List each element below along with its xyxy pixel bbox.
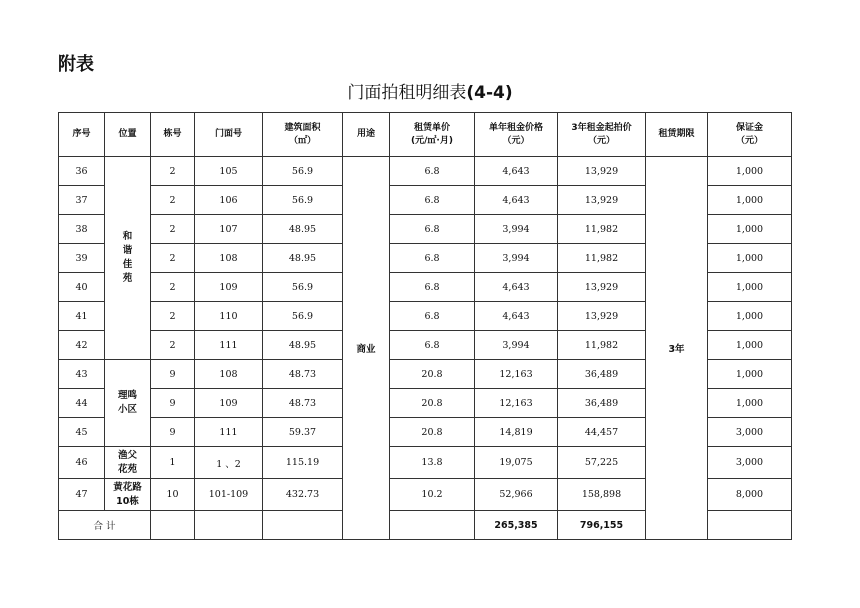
cell-area: 48.73 [263,360,343,389]
cell-no: 42 [59,331,105,360]
cell-start: 13,929 [558,186,646,215]
cell-no: 44 [59,389,105,418]
cell-building: 1 [151,447,195,479]
cell-unit: 1 、2 [195,447,263,479]
cell-area: 56.9 [263,157,343,186]
cell-no: 37 [59,186,105,215]
cell-building: 9 [151,418,195,447]
cell-no: 36 [59,157,105,186]
location-yufu-line: 花苑 [117,463,137,475]
cell-area: 115.19 [263,447,343,479]
header-location: 位置 [105,113,151,157]
header-area [263,113,343,157]
cell-area: 56.9 [263,302,343,331]
location-huanghua-line: 黄花路 [113,481,142,493]
cell-annual: 12,163 [475,360,558,389]
cell-unit: 108 [195,244,263,273]
header-price-line1: 租赁单价 [413,122,450,133]
cell-start: 36,489 [558,389,646,418]
location-hexie-char: 佳 [122,259,133,270]
header-price-line2: (元/㎡·月) [411,135,453,146]
cell-annual: 4,643 [475,157,558,186]
cell-unit: 110 [195,302,263,331]
location-huanghua [105,479,151,511]
cell-area: 48.95 [263,215,343,244]
location-liming-line: 小区 [117,404,137,415]
location-liming [105,360,151,447]
cell-building: 2 [151,331,195,360]
cell-price: 6.8 [390,157,475,186]
cell-price: 6.8 [390,273,475,302]
cell-area: 59.37 [263,418,343,447]
cell-unit: 109 [195,273,263,302]
cell-unit: 101-109 [195,479,263,511]
header-start-line1: 3年租金起拍价 [571,122,632,133]
header-no: 序号 [59,113,105,157]
cell-annual: 14,819 [475,418,558,447]
cell-start: 13,929 [558,273,646,302]
cell-unit: 111 [195,331,263,360]
cell-annual: 4,643 [475,273,558,302]
cell-annual: 4,643 [475,302,558,331]
period-cell: 3年 [646,157,708,540]
cell-start: 158,898 [558,479,646,511]
cell-area: 48.95 [263,244,343,273]
cell-unit: 111 [195,418,263,447]
cell-annual: 52,966 [475,479,558,511]
cell-annual: 3,994 [475,215,558,244]
cell-deposit: 1,000 [708,157,792,186]
header-start-line2: （元） [587,135,615,146]
cell-price: 13.8 [390,447,475,479]
cell-area: 432.73 [263,479,343,511]
location-hexie-char: 谐 [122,245,133,256]
cell-area: 48.73 [263,389,343,418]
cell-deposit: 1,000 [708,360,792,389]
location-hexie [105,157,151,360]
cell-building: 9 [151,360,195,389]
table-title-main: 门面拍租明细表 [347,83,467,103]
header-annual-line2: （元） [502,135,530,146]
cell-annual: 3,994 [475,331,558,360]
total-label: 合 计 [59,511,151,540]
header-period: 租赁期限 [646,113,708,157]
appendix-label: 附表 [58,54,94,75]
header-area-line2: （㎡） [288,135,316,146]
total-empty [708,511,792,540]
total-start: 796,155 [558,511,646,540]
cell-no: 40 [59,273,105,302]
cell-building: 2 [151,273,195,302]
cell-no: 45 [59,418,105,447]
cell-no: 41 [59,302,105,331]
cell-deposit: 1,000 [708,186,792,215]
cell-unit: 109 [195,389,263,418]
cell-price: 20.8 [390,418,475,447]
location-hexie-char: 和 [122,231,133,242]
cell-unit: 107 [195,215,263,244]
rental-detail-table [58,112,792,540]
total-empty [390,511,475,540]
cell-building: 2 [151,215,195,244]
cell-building: 9 [151,389,195,418]
header-usage: 用途 [343,113,390,157]
cell-start: 11,982 [558,215,646,244]
usage-cell: 商业 [343,157,390,540]
cell-deposit: 1,000 [708,244,792,273]
cell-building: 10 [151,479,195,511]
cell-annual: 12,163 [475,389,558,418]
header-annual-line1: 单年租金价格 [488,122,543,133]
cell-no: 38 [59,215,105,244]
header-deposit [708,113,792,157]
cell-start: 11,982 [558,244,646,273]
cell-start: 13,929 [558,302,646,331]
table-title-code: (4-4) [466,83,513,103]
location-yufu [105,447,151,479]
cell-price: 6.8 [390,331,475,360]
location-yufu-line: 渔父 [117,449,137,461]
total-empty [151,511,195,540]
cell-price: 6.8 [390,302,475,331]
header-building: 栋号 [151,113,195,157]
cell-start: 11,982 [558,331,646,360]
header-annual [475,113,558,157]
cell-area: 56.9 [263,273,343,302]
header-row [59,113,792,157]
total-empty [195,511,263,540]
cell-building: 2 [151,157,195,186]
cell-no: 39 [59,244,105,273]
cell-unit: 105 [195,157,263,186]
total-empty [263,511,343,540]
cell-deposit: 3,000 [708,447,792,479]
cell-no: 46 [59,447,105,479]
cell-area: 56.9 [263,186,343,215]
cell-price: 20.8 [390,389,475,418]
cell-price: 6.8 [390,186,475,215]
cell-building: 2 [151,302,195,331]
cell-unit: 108 [195,360,263,389]
cell-deposit: 8,000 [708,479,792,511]
cell-start: 36,489 [558,360,646,389]
cell-start: 13,929 [558,157,646,186]
cell-annual: 3,994 [475,244,558,273]
location-huanghua-line: 10栋 [116,495,139,507]
header-deposit-line2: （元） [735,135,763,146]
cell-deposit: 1,000 [708,331,792,360]
cell-area: 48.95 [263,331,343,360]
cell-deposit: 1,000 [708,215,792,244]
table-row [59,157,792,186]
header-price [390,113,475,157]
location-liming-line: 理鸣 [117,390,137,401]
table-title [0,78,860,103]
cell-no: 47 [59,479,105,511]
cell-no: 43 [59,360,105,389]
cell-start: 57,225 [558,447,646,479]
cell-annual: 4,643 [475,186,558,215]
cell-annual: 19,075 [475,447,558,479]
header-start [558,113,646,157]
total-annual: 265,385 [475,511,558,540]
cell-deposit: 1,000 [708,302,792,331]
cell-building: 2 [151,186,195,215]
location-hexie-char: 苑 [122,273,133,284]
header-deposit-line1: 保证金 [735,122,763,133]
header-unit: 门面号 [195,113,263,157]
cell-price: 6.8 [390,244,475,273]
cell-building: 2 [151,244,195,273]
cell-deposit: 1,000 [708,389,792,418]
cell-start: 44,457 [558,418,646,447]
cell-price: 20.8 [390,360,475,389]
cell-deposit: 1,000 [708,273,792,302]
cell-price: 6.8 [390,215,475,244]
cell-deposit: 3,000 [708,418,792,447]
cell-unit: 106 [195,186,263,215]
cell-price: 10.2 [390,479,475,511]
header-area-line1: 建筑面积 [284,122,321,133]
